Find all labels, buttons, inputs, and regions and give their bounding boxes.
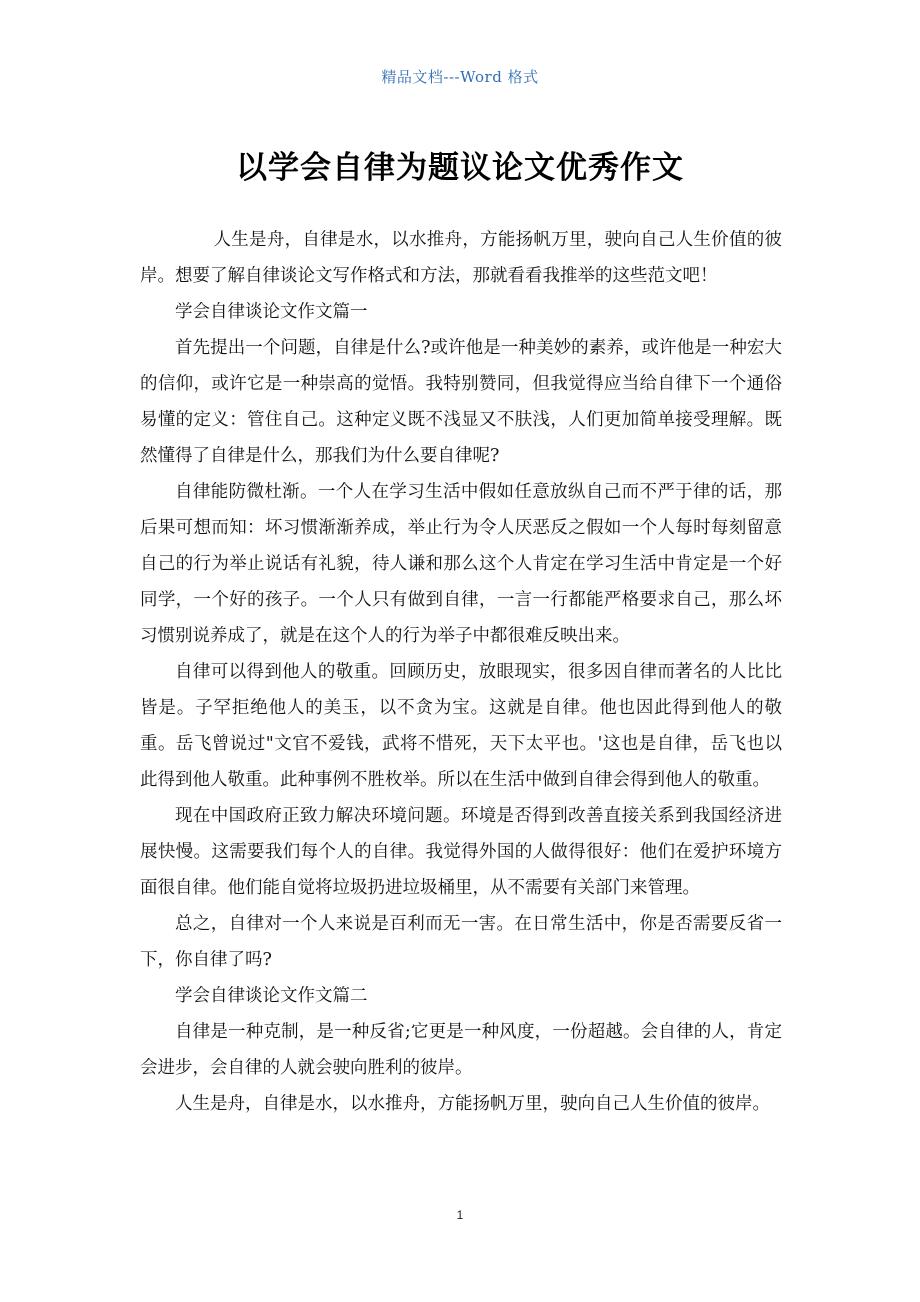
page-number: 1 xyxy=(456,1208,464,1222)
paragraph-intro: 人生是舟，自律是水，以水推舟，方能扬帆万里，驶向自己人生价值的彼岸。想要了解自律谈论文写作格式和方法，那就看看我推举的这些范文吧！ xyxy=(140,230,782,286)
document-body xyxy=(140,222,782,1122)
paragraph: 自律是一种克制，是一种反省;它更是一种风度，一份超越。会自律的人，肯定会进步，会自律的人就会驶向胜利的彼岸。 xyxy=(140,1022,782,1078)
paragraph: 自律能防微杜渐。一个人在学习生活中假如任意放纵自己而不严于律的话，那后果可想而知：坏习惯渐渐养成，举止行为令人厌恶反之假如一个人每时每刻留意自己的行为举止说话有礼貌，待人谦和那么这个人肯定在学习生活中肯定是一个好同学，一个好的孩子。一个人只有做到自律，一言一行都能严格要求自己，那么坏习惯别说养成了，就是在这个人的行为举子中都很难反映出来。 xyxy=(140,482,782,646)
paragraph: 现在中国政府正致力解决环境问题。环境是否得到改善直接关系到我国经济进展快慢。这需要我们每个人的自律。我觉得外国的人做得很好：他们在爱护环境方面很自律。他们能自觉将垃圾扔进垃圾桶里，从不需要有关部门来管理。 xyxy=(140,806,782,898)
page-header: 精品文档---Word 格式 xyxy=(381,68,539,86)
document-title: 以学会自律为题议论文优秀作文 xyxy=(236,150,684,186)
paragraph: 首先提出一个问题，自律是什么?或许他是一种美妙的素养，或许他是一种宏大的信仰，或许它是一种崇高的觉悟。我特别赞同，但我觉得应当给自律下一个通俗易懂的定义：管住自己。这种定义既不浅显又不肤浅，人们更加简单接受理解。既然懂得了自律是什么，那我们为什么要自律呢? xyxy=(140,338,782,466)
paragraph: 人生是舟，自律是水，以水推舟，方能扬帆万里，驶向自己人生价值的彼岸。 xyxy=(175,1094,770,1114)
paragraph: 自律可以得到他人的敬重。回顾历史，放眼现实，很多因自律而著名的人比比皆是。子罕拒绝他人的美玉，以不贪为宝。这就是自律。他也因此得到他人的敬重。岳飞曾说过"文官不爱钱，武将不惜死，天下太平也。'这也是自律，岳飞也以此得到他人敬重。此种事例不胜枚举。所以在生活中做到自律会得到他人的敬重。 xyxy=(140,662,782,790)
paragraph: 总之，自律对一个人来说是百利而无一害。在日常生活中，你是否需要反省一下，你自律了吗? xyxy=(140,914,782,970)
section-heading-1: 学会自律谈论文作文篇一 xyxy=(175,302,368,322)
section-heading-2: 学会自律谈论文作文篇二 xyxy=(175,986,368,1006)
